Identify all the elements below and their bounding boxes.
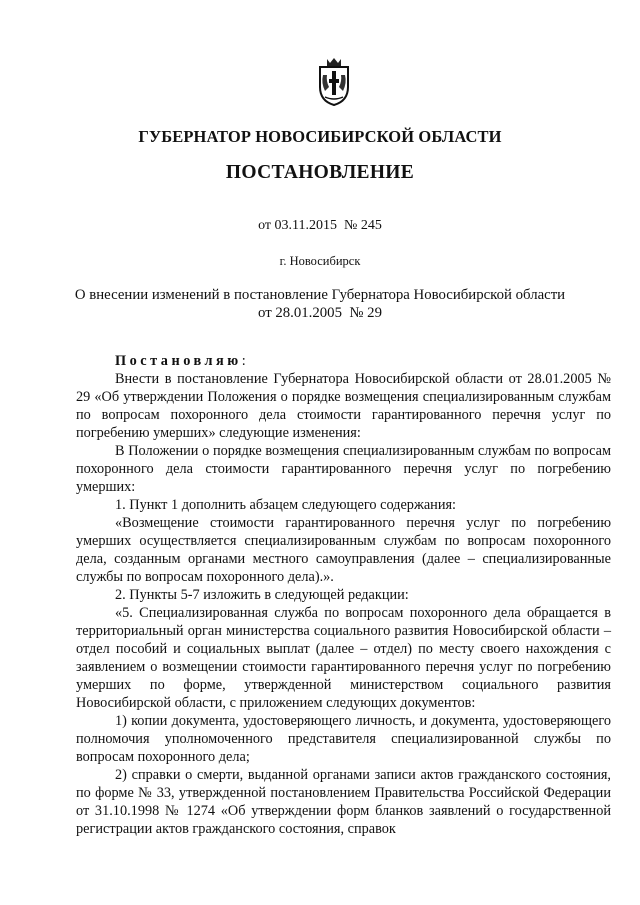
resolve-word: Постановляю: [115, 353, 242, 369]
paragraph: В Положении о порядке возмещения специализированным службам по вопросам похоронного дела стоимости гарантированного перечня услуг по погребению умерших:: [76, 443, 611, 495]
paragraph: «5. Специализированная служба по вопросам похоронного дела обращается в территориальный орган министерства социального развития Новосибирской области – отдел пособий и социальных выплат (далее – отдел) по месту своего нахождения с заявлением о возмещении стоимости гарантированного перечня услуг по погребению умерших по форме, утвержденной министерством социального развития Новосибирской области, с приложением следующих документов:: [76, 605, 611, 711]
paragraph: Внести в постановление Губернатора Новосибирской области от 28.01.2005 № 29 «Об утверждении Положения о порядке возмещения специализированным службам по вопросам похоронного дела стоимости гарантированного перечня услуг по погребению умерших» следующие изменения:: [76, 371, 611, 441]
paragraph: «Возмещение стоимости гарантированного перечня услуг по погребению умерших осуществляется специализированным службам по вопросам похоронного дела, созданным органами местного самоуправления (далее – специализированные службы по вопросам похоронного дела).».: [76, 515, 611, 585]
document-date-number: от 03.11.2015 № 245: [258, 218, 382, 233]
coat-of-arms-icon: [313, 57, 355, 107]
subject-line-1: О внесении изменений в постановление Губернатора Новосибирской области: [74, 287, 566, 303]
document-subject: [0, 286, 640, 322]
document-city: г. Новосибирск: [279, 254, 361, 268]
document-type: ПОСТАНОВЛЕНИЕ: [225, 162, 415, 183]
paragraph: 2. Пункты 5-7 изложить в следующей редакции:: [115, 587, 409, 603]
subject-line-2: от 28.01.2005 № 29: [258, 305, 382, 321]
paragraph: 1. Пункт 1 дополнить абзацем следующего содержания:: [115, 497, 457, 513]
resolve-colon: :: [241, 353, 246, 369]
paragraph: 2) справки о смерти, выданной органами записи актов гражданского состояния, по форме № 33, утвержденной постановлением Правительства Российской Федерации от 31.10.1998 № 1274 «Об утверждении форм бланков заявлений о государственной регистрации актов гражданского состояния, справок: [76, 767, 611, 837]
authority-title: ГУБЕРНАТОР НОВОСИБИРСКОЙ ОБЛАСТИ: [138, 127, 502, 146]
resolve-heading: [76, 352, 611, 370]
document-body: [76, 352, 611, 838]
paragraph: 1) копии документа, удостоверяющего личность, и документа, удостоверяющего полномочия уполномоченного представителя специализированной службы по вопросам похоронного дела;: [76, 713, 611, 765]
